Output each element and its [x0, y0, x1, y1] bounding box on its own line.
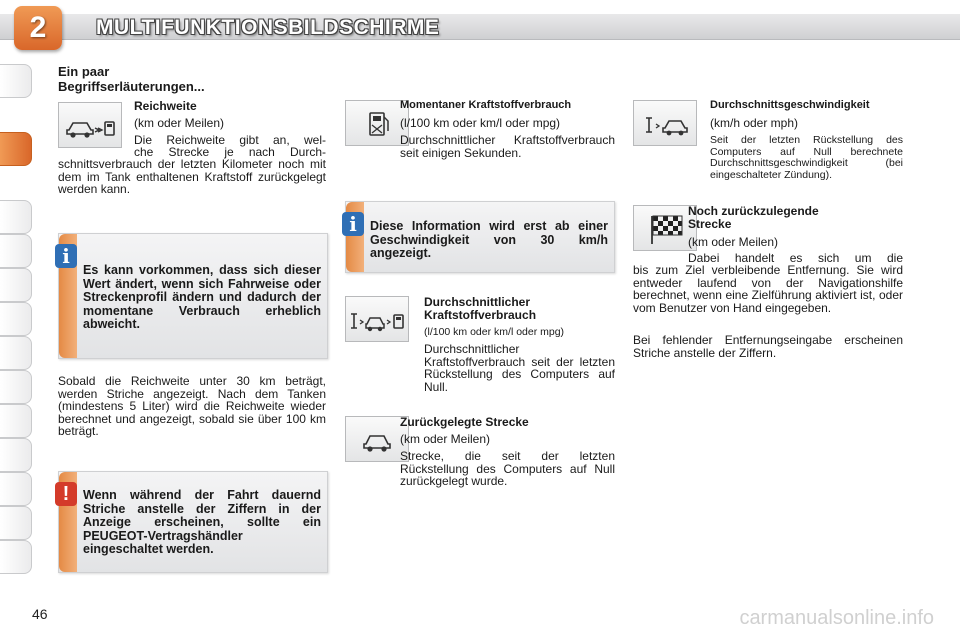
info-note-variation — [58, 233, 328, 359]
chapter-tab-10[interactable] — [0, 438, 32, 472]
warning-note-text: Wenn während der Fahrt dauernd Striche anstelle der Ziffern in der Anzeige erscheinen, sollte ein PEUGEOT-Vertragshändler eingeschaltet werden. — [83, 488, 321, 556]
info-icon: i — [342, 212, 364, 236]
chapter-tab-7[interactable] — [0, 336, 32, 370]
avg-consumption-unit: (l/100 km oder km/l oder mpg) — [424, 326, 565, 338]
car-range-icon — [59, 103, 123, 149]
chapter-tab-6[interactable] — [0, 302, 32, 336]
avg-speed-title: Durchschnittsgeschwindigkeit — [710, 99, 870, 111]
chapter-tab-4[interactable] — [0, 234, 32, 268]
instant-consumption-unit: (l/100 km oder km/l oder mpg) — [400, 116, 561, 130]
chapter-tab-5[interactable] — [0, 268, 32, 302]
remaining-distance-title-line2: Strecke — [688, 216, 732, 231]
range-text-line2: che Strecke je nach Durch- — [134, 145, 326, 159]
section-heading-line2: Begriffserläuterungen... — [58, 79, 205, 94]
avg-consumption-icon-box — [345, 296, 409, 342]
info-icon: i — [55, 244, 77, 268]
remaining-distance-text-rest: bis zum Ziel verbleibende Entfernung. Sie wird entweder laufend von der Navigationshilfe berechnet, wenn eine Zielführung aktiviert ist, oder vom Benutzer von Hand eingegeben. — [633, 263, 903, 315]
range-low-text: Sobald die Reichweite unter 30 km beträgt, werden Striche angezeigt. Nach dem Tanken (mindestens 5 Liter) wird die Reichweite wieder berechnet und angezeigt, sobald sie über 100 km beträgt. — [58, 374, 326, 438]
avg-speed-icon — [634, 101, 698, 147]
instant-consumption-text: Durchschnittlicher Kraftstoffverbrauch seit einigen Sekunden. — [400, 133, 615, 160]
chapter-number: 2 — [29, 11, 47, 44]
chapter-tab-1[interactable] — [0, 64, 32, 98]
section-heading-line1: Ein paar — [58, 64, 110, 79]
info-note-speed — [345, 201, 615, 273]
avg-speed-text: Seit der letzten Rückstellung des Computers auf Null berechnete Durchschnittsgeschwindigkeit (bei eingeschalteter Zündung). — [710, 134, 903, 181]
avg-consumption-text: Durchschnittlicher Kraftstoffverbrauch seit der letzten Rückstellung des Computers auf Null. — [424, 342, 615, 394]
remaining-distance-text2: Bei fehlender Entfernungseingabe erscheinen Striche anstelle der Ziffern. — [633, 333, 903, 360]
chapter-tab-2-active[interactable] — [0, 132, 32, 166]
warning-exclamation-icon: ! — [55, 482, 77, 506]
remaining-distance-title-line1: Noch zurückzulegende — [688, 204, 819, 218]
avg-consumption-title-line2: Kraftstoffverbrauch — [424, 307, 537, 322]
avg-speed-icon-box — [633, 100, 697, 146]
info-note-variation-text: Es kann vorkommen, dass sich dieser Wert ändert, wenn sich Fahrweise oder Streckenprofil ändern und dadurch der momentane Verbrauch erheblich abweicht. — [83, 263, 321, 331]
chapter-badge — [14, 6, 62, 50]
page-header — [0, 0, 960, 60]
avg-speed-unit: (km/h oder mph) — [710, 116, 799, 130]
remaining-distance-text-line1: Dabei handelt es sich um die — [688, 251, 903, 265]
chapter-tab-3[interactable] — [0, 200, 32, 234]
chapter-tab-9[interactable] — [0, 404, 32, 438]
avg-consumption-title-line1: Durchschnittlicher — [424, 295, 531, 309]
section-heading — [58, 64, 205, 94]
distance-travelled-text: Strecke, die seit der letzten Rückstellung des Computers auf Null zurückgelegt wurde. — [400, 449, 615, 488]
distance-travelled-title: Zurückgelegte Strecke — [400, 415, 529, 429]
chapter-tab-11[interactable] — [0, 472, 32, 506]
chapter-tab-8[interactable] — [0, 370, 32, 404]
range-title: Reichweite — [134, 99, 197, 113]
avg-consumption-title — [424, 296, 536, 321]
chapter-tabs — [0, 64, 34, 576]
range-text-line1: Die Reichweite gibt an, wel- — [134, 133, 326, 147]
instant-consumption-title: Momentaner Kraftstoffverbrauch — [400, 99, 572, 111]
watermark: carmanualsonline.info — [739, 607, 934, 629]
remaining-distance-title — [688, 205, 819, 230]
range-unit: (km oder Meilen) — [134, 116, 225, 130]
info-note-speed-text: Diese Information wird erst ab einer Geschwindigkeit von 30 km/h angezeigt. — [370, 219, 608, 260]
warning-note — [58, 471, 328, 573]
header-title: MULTIFUNKTIONSBILDSCHIRME — [96, 16, 440, 39]
range-text-rest: schnittsverbrauch der letzten Kilometer noch mit dem im Tank enthaltenen Kraftstoff zurückgelegt werden kann. — [58, 157, 326, 196]
chapter-tab-12[interactable] — [0, 506, 32, 540]
range-icon-box — [58, 102, 122, 148]
avg-consumption-icon — [346, 297, 410, 343]
remaining-distance-unit: (km oder Meilen) — [688, 235, 779, 249]
page-number: 46 — [32, 606, 48, 622]
distance-travelled-unit: (km oder Meilen) — [400, 432, 491, 446]
chapter-tab-13[interactable] — [0, 540, 32, 574]
